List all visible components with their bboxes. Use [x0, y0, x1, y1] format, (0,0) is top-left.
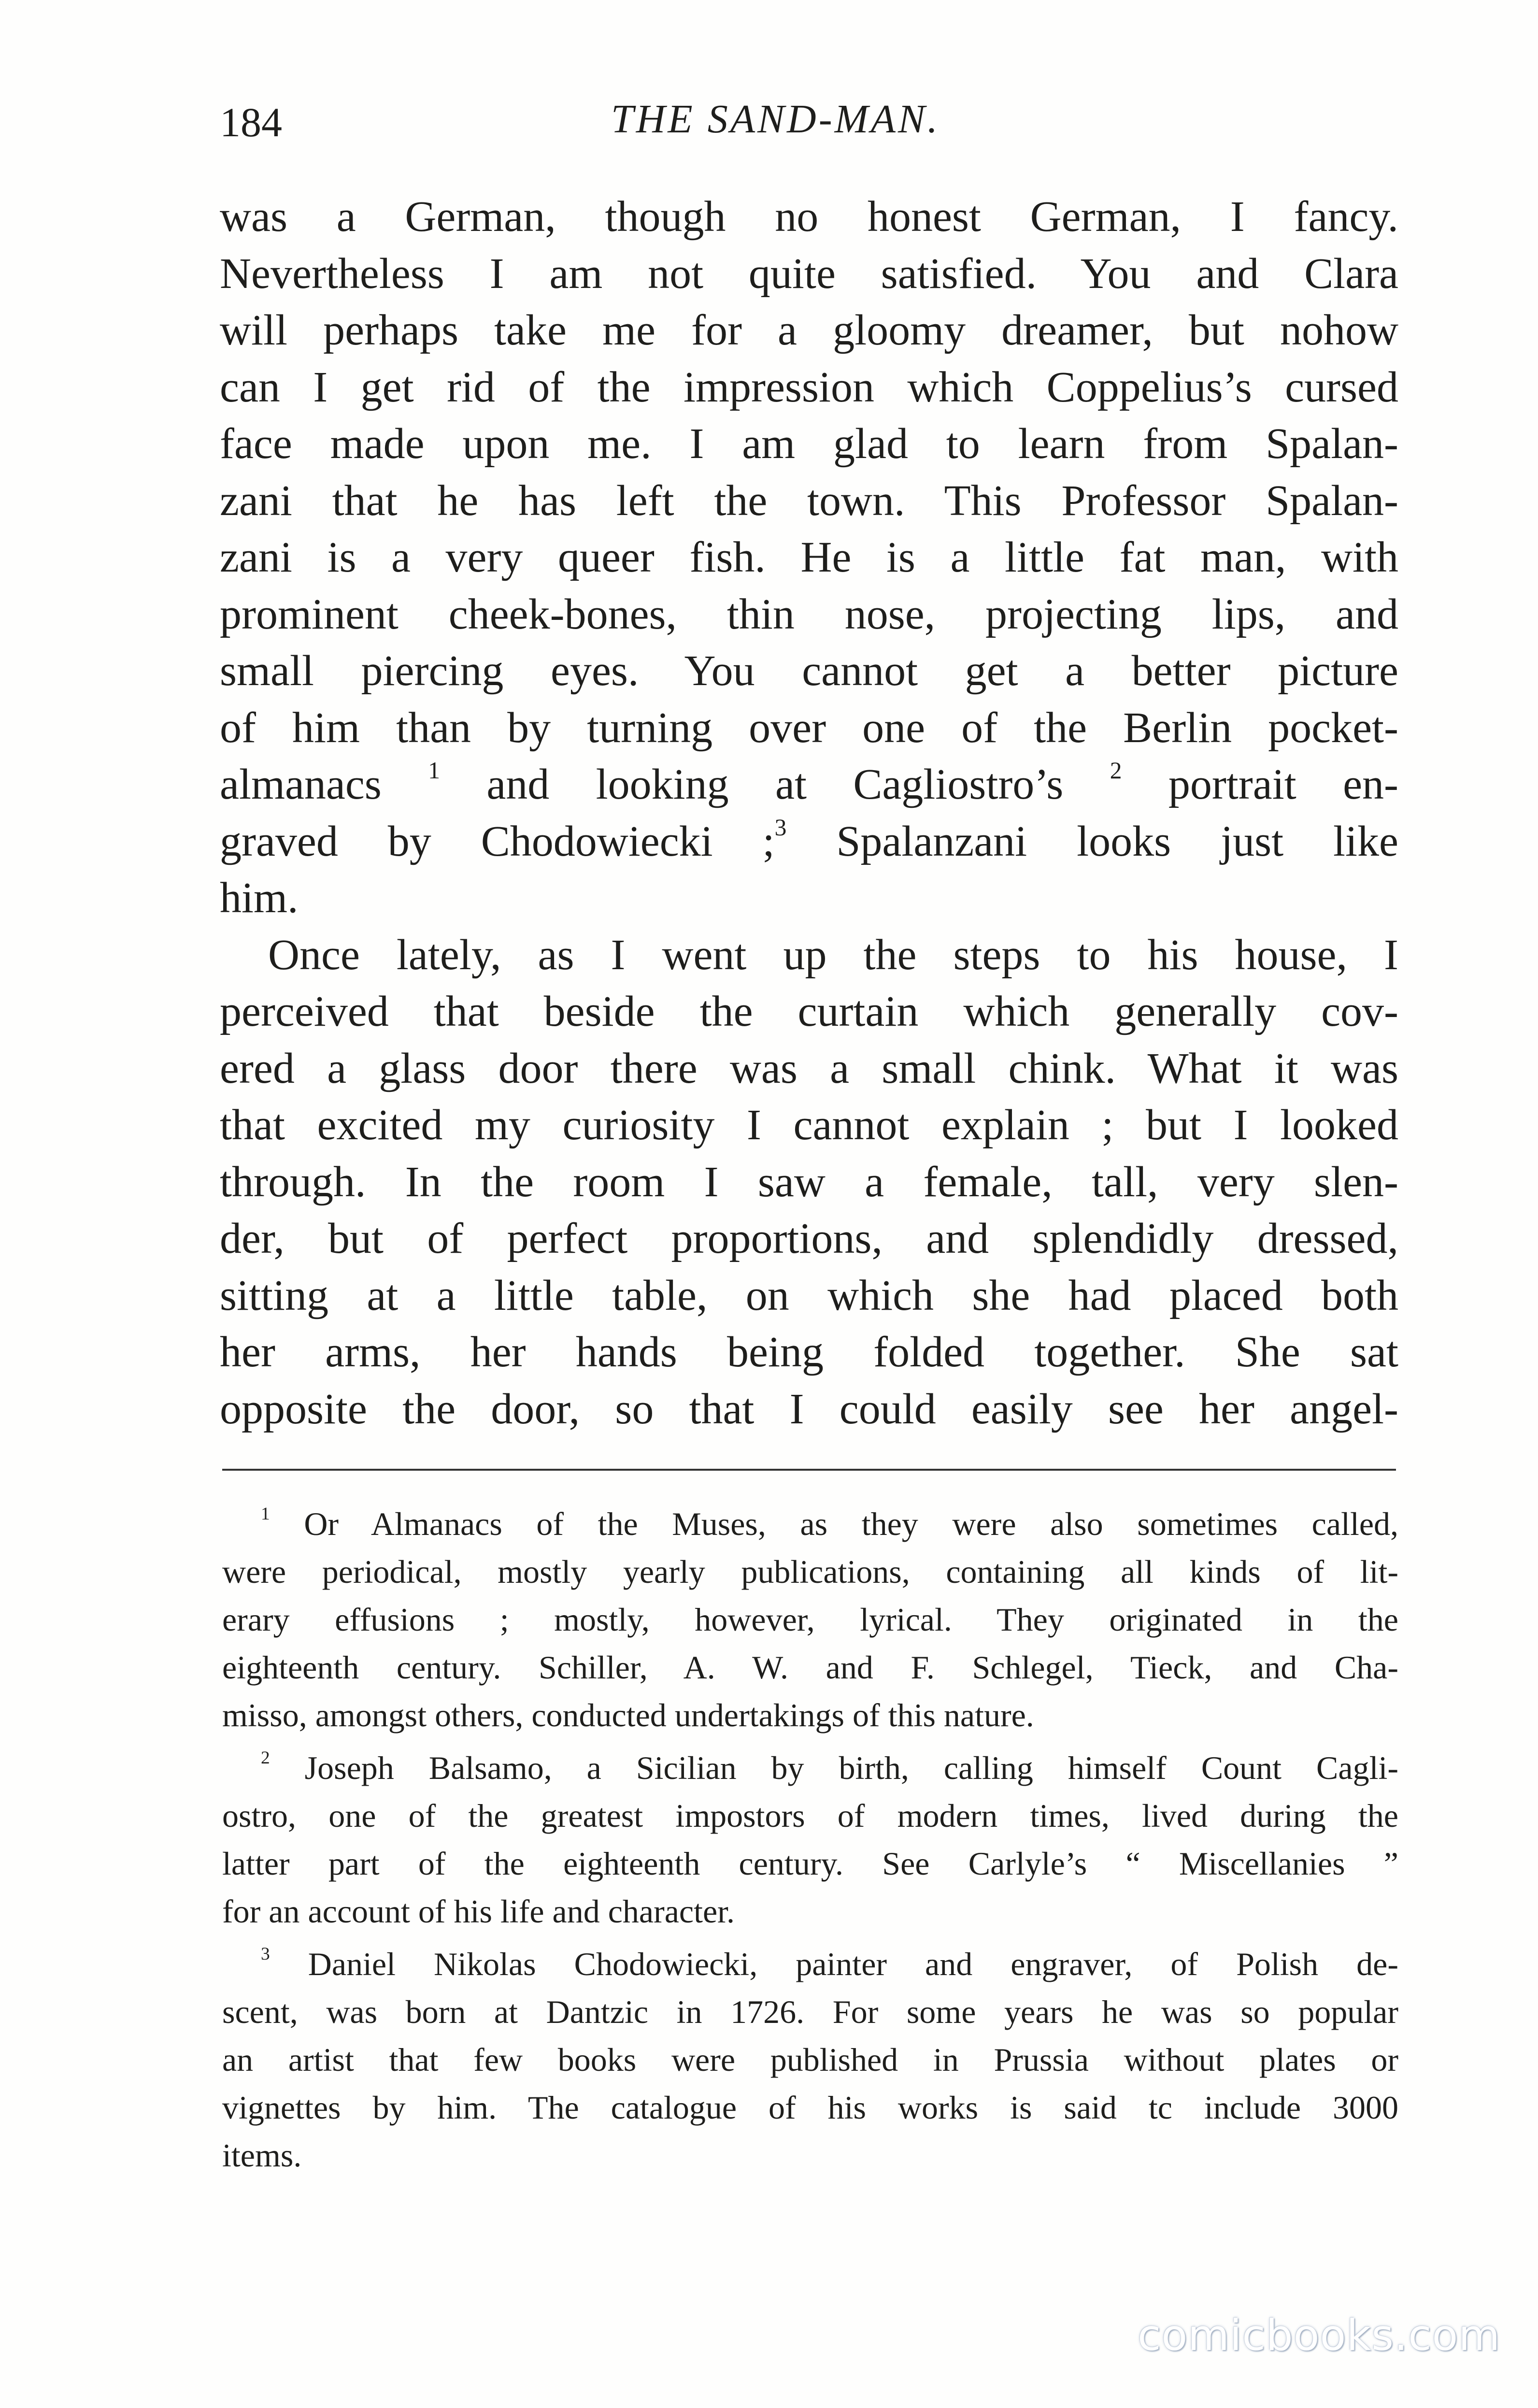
text-line: of him than by turning over one of the Berlin pocket-	[220, 703, 1398, 752]
text-line: through. In the room I saw a female, tall, very slen-	[220, 1158, 1398, 1206]
footnote-ref-1: 1	[428, 757, 440, 784]
text-line: will perhaps take me for a gloomy dreamer, but nohow	[220, 306, 1398, 354]
footnote-line: eighteenth century. Schiller, A. W. and F. Schlegel, Tieck, and Cha-	[222, 1649, 1398, 1686]
footnote-mark-1: 1	[261, 1504, 270, 1524]
running-title: THE SAND-MAN.	[611, 97, 940, 142]
text-line: small piercing eyes. You cannot get a better picture	[220, 647, 1398, 695]
text-line: der, but of perfect proportions, and splendidly dressed,	[220, 1215, 1398, 1262]
footnote-1-first-line	[222, 1500, 1398, 1548]
text-line: was a German, though no honest German, I fancy.	[220, 193, 1398, 241]
footnote-ref-2: 2	[1110, 757, 1122, 784]
footnote-line: latter part of the eighteenth century. See Carlyle’s “ Miscellanies ”	[222, 1845, 1398, 1882]
footnote-line: erary effusions ; mostly, however, lyrical. They originated in the	[222, 1601, 1398, 1638]
text-line-with-notes	[220, 756, 1398, 813]
footnote-mark-3: 3	[261, 1944, 270, 1964]
text-line: opposite the door, so that I could easily see her angel-	[220, 1385, 1398, 1433]
footnote-text: Or Almanacs of the Muses, as they were also sometimes called,	[304, 1505, 1399, 1542]
footnote-line: scent, was born at Dantzic in 1726. For some years he was so popular	[222, 1993, 1398, 2030]
footnote-line: for an account of his life and character.	[222, 1893, 735, 1930]
text-line: perceived that beside the curtain which generally cov-	[220, 988, 1398, 1035]
text-line: her arms, her hands being folded together. She sat	[220, 1328, 1398, 1376]
footnote-3-first-line	[222, 1940, 1398, 1988]
text-line: ered a glass door there was a small chink. What it was	[220, 1044, 1398, 1092]
footnote-line: were periodical, mostly yearly publications, containing all kinds of lit-	[222, 1553, 1398, 1590]
footnote-ref-3: 3	[774, 814, 787, 841]
footnote-mark-2: 2	[261, 1748, 270, 1768]
text-segment: graved by Chodowiecki ;	[220, 817, 775, 865]
text-segment: and looking at Cagliostro’s	[440, 760, 1064, 808]
page-number: 184	[220, 99, 282, 145]
paragraph-start-line: Once lately, as I went up the steps to his house, I	[268, 931, 1398, 979]
footnote-text: Daniel Nikolas Chodowiecki, painter and engraver, of Polish de-	[308, 1946, 1398, 1982]
text-line: can I get rid of the impression which Coppelius’s cursed	[220, 363, 1398, 411]
text-line: Nevertheless I am not quite satisfied. You and Clara	[220, 249, 1398, 298]
footnote-text: Joseph Balsamo, a Sicilian by birth, calling himself Count Cagli-	[304, 1749, 1398, 1786]
footnote-line: items.	[222, 2137, 302, 2174]
text-line: prominent cheek-bones, thin nose, projecting lips, and	[220, 590, 1398, 638]
text-line: zani is a very queer fish. He is a little fat man, with	[220, 533, 1398, 581]
text-segment: almanacs	[220, 760, 382, 808]
text-line-with-note	[220, 813, 1398, 870]
footnote-line: misso, amongst others, conducted undertakings of this nature.	[222, 1697, 1034, 1734]
text-line: face made upon me. I am glad to learn from Spalan-	[220, 420, 1398, 468]
footnote-2-first-line	[222, 1744, 1398, 1792]
footnote-line: an artist that few books were published in Prussia without plates or	[222, 2041, 1398, 2078]
footnote-line: ostro, one of the greatest impostors of modern times, lived during the	[222, 1797, 1398, 1834]
footnote-divider	[222, 1469, 1396, 1471]
text-line: that excited my curiosity I cannot explain ; but I looked	[220, 1101, 1398, 1149]
main-text	[220, 188, 1398, 1437]
text-segment: portrait en-	[1122, 760, 1399, 808]
site-watermark: comicbooks.com	[1138, 2310, 1501, 2360]
text-line: sitting at a little table, on which she had placed both	[220, 1271, 1398, 1319]
text-line: him.	[220, 874, 299, 922]
text-line: zani that he has left the town. This Professor Spalan-	[220, 476, 1398, 525]
footnotes	[222, 1500, 1398, 2179]
footnote-line: vignettes by him. The catalogue of his works is said tc include 3000	[222, 2089, 1398, 2126]
text-segment: Spalanzani looks just like	[786, 817, 1399, 865]
